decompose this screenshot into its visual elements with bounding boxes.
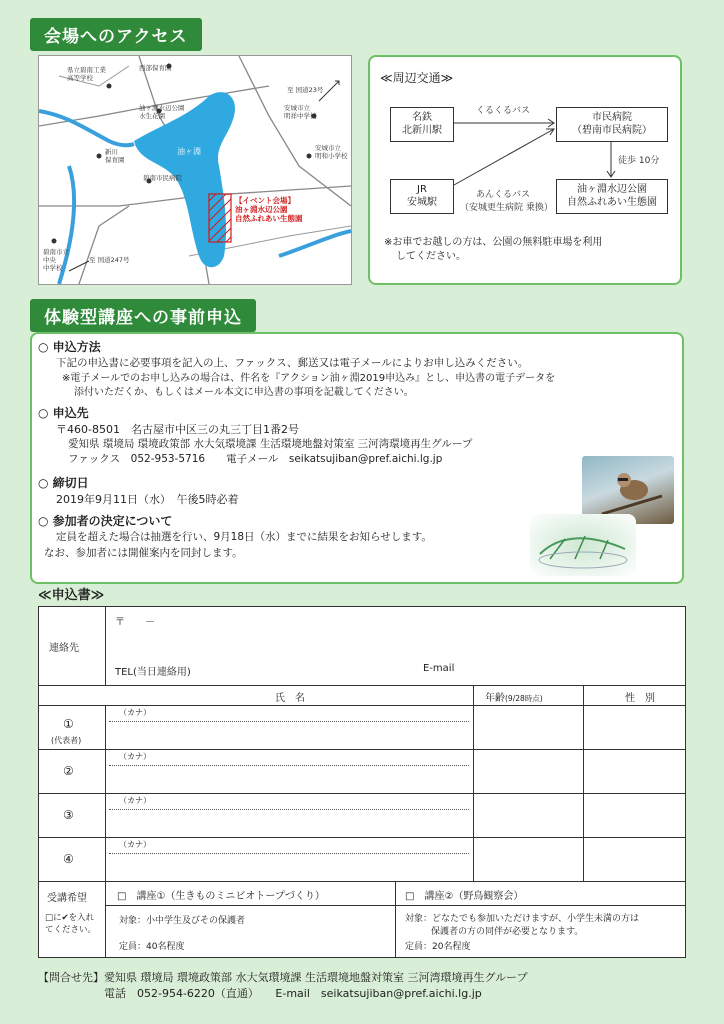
kana-label-3[interactable]: （カナ） xyxy=(119,796,151,805)
access-section-title: 会場へのアクセス xyxy=(30,18,202,51)
method-text-1: 下記の申込書に必要事項を記入の上、ファックス、郵送又は電子メールによりお申し込みください。 xyxy=(56,357,529,369)
row-number-3: ③ xyxy=(63,808,74,822)
map-label-route23: 至 国道23号 xyxy=(287,86,324,94)
wish-label: 受講希望 xyxy=(47,893,87,904)
arrow-label-walk: 徒歩 10分 xyxy=(618,156,660,166)
decision-text-1: 定員を超えた場合は抽選を行い、9月18日（水）までに結果をお知らせします。 xyxy=(56,531,432,543)
footer-line-2: 電話 052-954-6220（直通） E-mail seikatsujiban@pref.aichi.lg.jp xyxy=(38,987,482,1000)
email-label[interactable]: E-mail xyxy=(423,663,455,674)
wish-note-1: □に✔を入れ xyxy=(45,913,95,923)
box-jr: JR 安城駅 xyxy=(390,179,454,214)
postal-mark[interactable]: 〒 － xyxy=(115,617,155,628)
kana-label-4[interactable]: （カナ） xyxy=(119,840,151,849)
map-label-route247: 至 国道247号 xyxy=(89,256,130,264)
representative-note: (代表者) xyxy=(51,736,82,745)
form-title: ≪申込書≫ xyxy=(38,588,105,603)
biotope-photo xyxy=(530,514,636,576)
map-label-meiwa: 安城市立 明和小学校 xyxy=(315,144,348,160)
course-1-capacity: 定員：40名程度 xyxy=(119,942,185,952)
kana-label-2[interactable]: （カナ） xyxy=(119,752,151,761)
footer-contact xyxy=(38,970,528,1002)
course-2-capacity: 定員：20名程度 xyxy=(405,942,471,952)
venue-label: 【イベント会場】 油ヶ淵水辺公園 自然ふれあい生態園 xyxy=(235,196,303,223)
deadline-heading: ○ 締切日 xyxy=(38,476,89,490)
age-header: 年齢(9/28時点) xyxy=(485,693,543,704)
course-1-checkbox[interactable]: □ 講座①（生きものミニビオトープづくり） xyxy=(117,891,325,902)
map-label-chuo: 碧南市立 中央 中学校 xyxy=(43,248,69,272)
method-heading: ○ 申込方法 xyxy=(38,340,101,354)
course-2-target-1: 対象：どなたでも参加いただけますが、小学生未満の方は xyxy=(405,914,640,924)
tel-label[interactable]: TEL(当日連絡用) xyxy=(115,667,191,678)
course-1-target: 対象：小中学生及びその保護者 xyxy=(119,916,246,926)
dest-heading: ○ 申込先 xyxy=(38,406,89,420)
map-label-hospital: 碧南市民病院 xyxy=(143,174,182,182)
application-form xyxy=(38,606,686,958)
method-text-3: 添付いただくか、もしくはメール本文に申込書の事項を記載してください。 xyxy=(74,387,414,398)
map-label-shinkawa: 新川 保育園 xyxy=(105,148,125,164)
row-number-1: ① xyxy=(63,717,74,731)
arrow-label-ankuru: あんくるバス xyxy=(476,190,531,200)
arrow-label-transfer: （安城更生病院 乗換） xyxy=(460,203,553,213)
gender-header: 性 別 xyxy=(625,693,655,704)
map-label-school: 県立碧南工業 高等学校 xyxy=(67,66,106,82)
box-hospital: 市民病院 （碧南市民病院） xyxy=(556,107,668,142)
row-number-4: ④ xyxy=(63,852,74,866)
map-label-nursery: 西部保育園 xyxy=(139,64,172,72)
biotope-illustration xyxy=(530,514,636,576)
decision-text-2: なお、参加者には開催案内を同封します。 xyxy=(44,547,243,559)
dest-contact: ファックス 052-953-5716 電子メール seikatsujiban@pref.aichi.lg.jp xyxy=(68,453,443,465)
course-2-checkbox[interactable]: □ 講座②（野鳥観察会） xyxy=(405,891,524,902)
transit-title: ≪周辺交通≫ xyxy=(380,71,454,85)
map-label-park: 油ヶ淵水辺公園 水生花園 xyxy=(139,104,185,120)
apply-section-title: 体験型講座への事前申込 xyxy=(30,299,256,332)
dest-address: 〒460-8501 名古屋市中区三の丸三丁目1番2号 xyxy=(56,423,299,436)
map-label-lake: 油ヶ淵 xyxy=(177,147,201,156)
footer-line-1: 【問合せ先】愛知県 環境局 環境政策部 水大気環境課 生活環境地盤対策室 三河湾環境再生グループ xyxy=(38,971,528,984)
wish-note-2: てください。 xyxy=(45,925,97,935)
kana-label-1[interactable]: （カナ） xyxy=(119,708,151,717)
box-park: 油ヶ淵水辺公園 自然ふれあい生態園 xyxy=(556,179,668,214)
access-map xyxy=(38,55,352,285)
map-label-meisho: 安城市立 明祥中学校 xyxy=(284,104,317,120)
course-2-target-2: 保護者の方の同伴が必要となります。 xyxy=(431,927,584,937)
deadline-text: 2019年9月11日（水） 午後5時必着 xyxy=(56,493,239,506)
name-header: 氏 名 xyxy=(275,693,305,704)
car-note-2: してください。 xyxy=(396,251,466,262)
decision-heading: ○ 参加者の決定について xyxy=(38,514,173,528)
dest-office: 愛知県 環境局 環境政策部 水大気環境課 生活環境地盤対策室 三河湾環境再生グループ xyxy=(68,438,473,450)
apply-panel xyxy=(30,332,684,584)
row-number-2: ② xyxy=(63,764,74,778)
method-text-2: ※電子メールでのお申し込みの場合は、件名を『アクション油ヶ淵2019申込み』とし、申込書の電子データを xyxy=(62,373,556,384)
contact-label: 連絡先 xyxy=(49,643,79,654)
box-meitetsu: 名鉄 北新川駅 xyxy=(390,107,454,142)
arrow-label-kurukuru: くるくるバス xyxy=(476,106,531,116)
car-note-1: ※お車でお越しの方は、公園の無料駐車場を利用 xyxy=(384,237,603,248)
transit-panel xyxy=(368,55,682,285)
